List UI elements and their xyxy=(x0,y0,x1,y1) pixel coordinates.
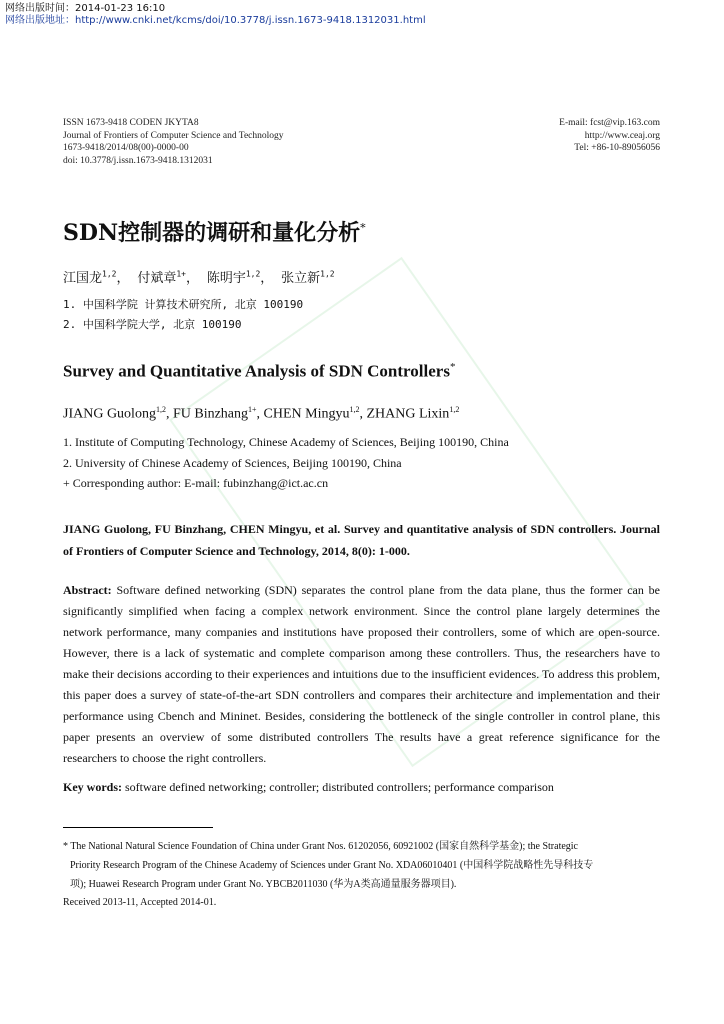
cn-author: 付斌章 xyxy=(137,271,177,286)
en-affiliation-1: 1. Institute of Computing Technology, Chinese Academy of Sciences, Beijing 100190, China xyxy=(63,435,509,449)
chinese-title-text: SDN控制器的调研和量化分析 xyxy=(63,220,361,246)
cn-author-sup: 1,2 xyxy=(320,269,335,279)
cn-author-sup: 1,2 xyxy=(245,269,261,279)
en-author-sup: 1,2 xyxy=(349,405,360,414)
journal-website[interactable]: http://www.ceaj.org xyxy=(584,130,660,141)
chinese-title xyxy=(63,216,366,247)
title-footnote-mark: * xyxy=(360,221,366,235)
footnote-line: Priority Research Program of the Chinese Academy of Sciences under Grant No. XDA06010401 (中国科学院战略性先导科技专 xyxy=(70,860,594,871)
en-author-sep: , xyxy=(256,406,264,422)
cn-author: 张立新 xyxy=(281,271,321,286)
publish-url-link[interactable]: http://www.cnki.net/kcms/doi/10.3778/j.issn.1673-9418.1312031.html xyxy=(75,15,426,26)
cn-author-sep: ， xyxy=(116,271,130,286)
abstract-label: Abstract: xyxy=(63,583,112,597)
keywords xyxy=(63,780,554,795)
english-title-text: Survey and Quantitative Analysis of SDN Controllers xyxy=(63,361,450,381)
publish-time-line xyxy=(5,3,426,15)
publish-time-label: 网络出版时间： xyxy=(5,3,75,14)
en-author-sup: 1,2 xyxy=(155,405,166,414)
en-author-sup: 1,2 xyxy=(449,405,460,414)
cn-author-sep: ， xyxy=(185,271,199,286)
publish-meta xyxy=(5,3,426,27)
cn-author-sup: 1+ xyxy=(176,269,186,279)
en-author: ZHANG Lixin xyxy=(366,406,450,422)
keywords-label: Key words: xyxy=(63,780,122,794)
cn-author: 陈明宇 xyxy=(206,271,246,286)
english-title xyxy=(63,361,455,382)
en-author-sup: 1+ xyxy=(248,405,257,414)
journal-tel: Tel: +86-10-89056056 xyxy=(574,143,660,154)
received-dates: Received 2013-11, Accepted 2014-01. xyxy=(63,897,217,908)
citation: JIANG Guolong, FU Binzhang, CHEN Mingyu, et al. Survey and quantitative analysis of SDN controllers. Journal of Frontiers of Computer Science and Technology, 2014, 8(0): 1-000. xyxy=(63,522,660,558)
funding-footnote xyxy=(63,837,663,894)
footnote-line: 项); Huawei Research Program under Grant No. YBCB2011030 (华为A类高通量服务器项目). xyxy=(70,879,457,890)
cn-author: 江国龙 xyxy=(63,271,103,286)
en-affiliation-2: 2. University of Chinese Academy of Sciences, Beijing 100190, China xyxy=(63,456,402,470)
english-authors xyxy=(63,405,459,423)
en-author: CHEN Mingyu xyxy=(263,406,350,422)
title-footnote-mark: * xyxy=(449,361,456,373)
journal-header-right xyxy=(559,117,660,155)
footnote-line: * The National Natural Science Foundation of China under Grant Nos. 61202056, 60921002 (国家自然科学基金); the Strategic xyxy=(63,841,578,852)
cn-affiliation-2: 2. 中国科学院大学, 北京 100190 xyxy=(63,318,242,331)
publish-url-label: 网络出版地址： xyxy=(5,15,75,26)
corresponding-author: + Corresponding author: E-mail: fubinzhang@ict.ac.cn xyxy=(63,476,329,490)
chinese-authors xyxy=(63,267,335,286)
doi: doi: 10.3778/j.issn.1673-9418.1312031 xyxy=(63,155,213,166)
journal-email[interactable]: E-mail: fcst@vip.163.com xyxy=(559,118,660,128)
abstract-text: Software defined networking (SDN) separates the control plane from the data plane, thus the former can be significantly simplified when facing a complex network environment. Since the control plane largely determines the network performance, many companies and institutions have proposed their controllers, some of which are open-source. However, there is a lack of systematic and complete comparison among these controllers. Thus, the researchers have to make their decisions according to their experiences and intuitions due to the insufficient evidences. To address this problem, this paper does a survey of state-of-the-art SDN controllers and compares their architecture and implementation and their performance using Cbench and Mininet. Besides, considering the bottleneck of the single controller in control plane, this paper presents an overview of some distributed controllers The results have a great reference significance for the researchers to choose the right controllers. xyxy=(63,583,660,765)
en-author-sep: , xyxy=(359,406,367,422)
publish-time: 2014-01-23 16:10 xyxy=(75,3,166,14)
en-author-sep: , xyxy=(165,406,173,422)
publish-url-line xyxy=(5,15,426,27)
article-number: 1673-9418/2014/08(00)-0000-00 xyxy=(63,143,189,154)
cn-author-sep: ， xyxy=(260,271,274,286)
journal-header-left xyxy=(63,117,284,167)
cn-affiliation-1: 1. 中国科学院 计算技术研究所, 北京 100190 xyxy=(63,298,304,311)
cn-author-sup: 1,2 xyxy=(102,269,117,279)
en-author: JIANG Guolong xyxy=(63,406,156,422)
keywords-text: software defined networking; controller; distributed controllers; performance comparison xyxy=(125,780,554,794)
en-author: FU Binzhang xyxy=(172,406,249,422)
footnote-divider xyxy=(63,827,213,828)
issn-line: ISSN 1673-9418 CODEN JKYTA8 xyxy=(63,118,199,128)
journal-name: Journal of Frontiers of Computer Science and Technology xyxy=(63,130,284,141)
abstract xyxy=(63,580,660,769)
